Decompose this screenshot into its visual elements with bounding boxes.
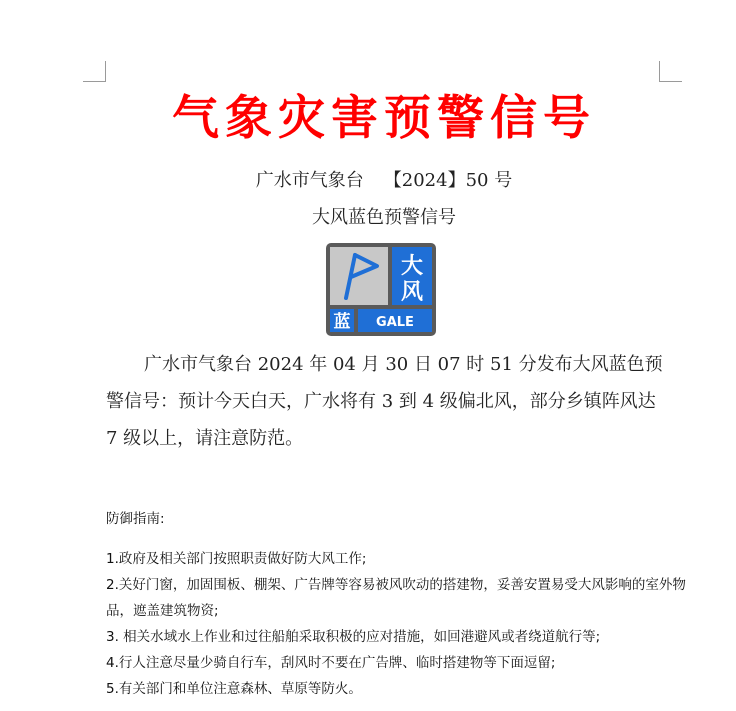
icon-char-bottom: 风 [400, 280, 424, 305]
announcement-paragraph: 广水市气象台 2024 年 04 月 30 日 07 时 51 分发布大风蓝色预警信号：预计今天白天，广水将有 3 到 4 级偏北风，部分乡镇阵风达 7 级以上，请注意防范。 [106, 354, 663, 449]
icon-char-top: 大 [400, 254, 424, 279]
defense-guide [106, 508, 686, 702]
guide-item: 1.政府及相关部门按照职责做好防大风工作; [106, 551, 367, 567]
gale-blue-warning-icon [326, 243, 436, 336]
guide-item: 2.关好门窗，加固围板、棚架、广告牌等容易被风吹动的搭建物，妥善安置易受大风影响的室外物品，遮盖建筑物资; [106, 577, 686, 619]
document-title: 气象灾害预警信号 [172, 91, 596, 146]
guide-item: 3. 相关水域水上作业和过往船舶采取积极的应对措施，如回港避风或者绕道航行等; [106, 629, 601, 645]
page-corner-mark-right [659, 61, 682, 82]
issuer-line [0, 168, 736, 194]
guide-item: 5.有关部门和单位注意森林、草原等防火。 [106, 681, 362, 697]
guide-title: 防御指南: [106, 511, 165, 527]
icon-english-label: GALE [376, 315, 414, 330]
issuer-name: 广水市气象台 [255, 170, 364, 191]
page-corner-mark-left [83, 61, 106, 82]
document-number: 【2024】50 号 [383, 170, 513, 191]
guide-item: 4.行人注意尽量少骑自行车，刮风时不要在广告牌、临时搭建物等下面逗留; [106, 655, 556, 671]
signal-name: 大风蓝色预警信号 [312, 207, 456, 228]
icon-level-char: 蓝 [333, 312, 351, 332]
